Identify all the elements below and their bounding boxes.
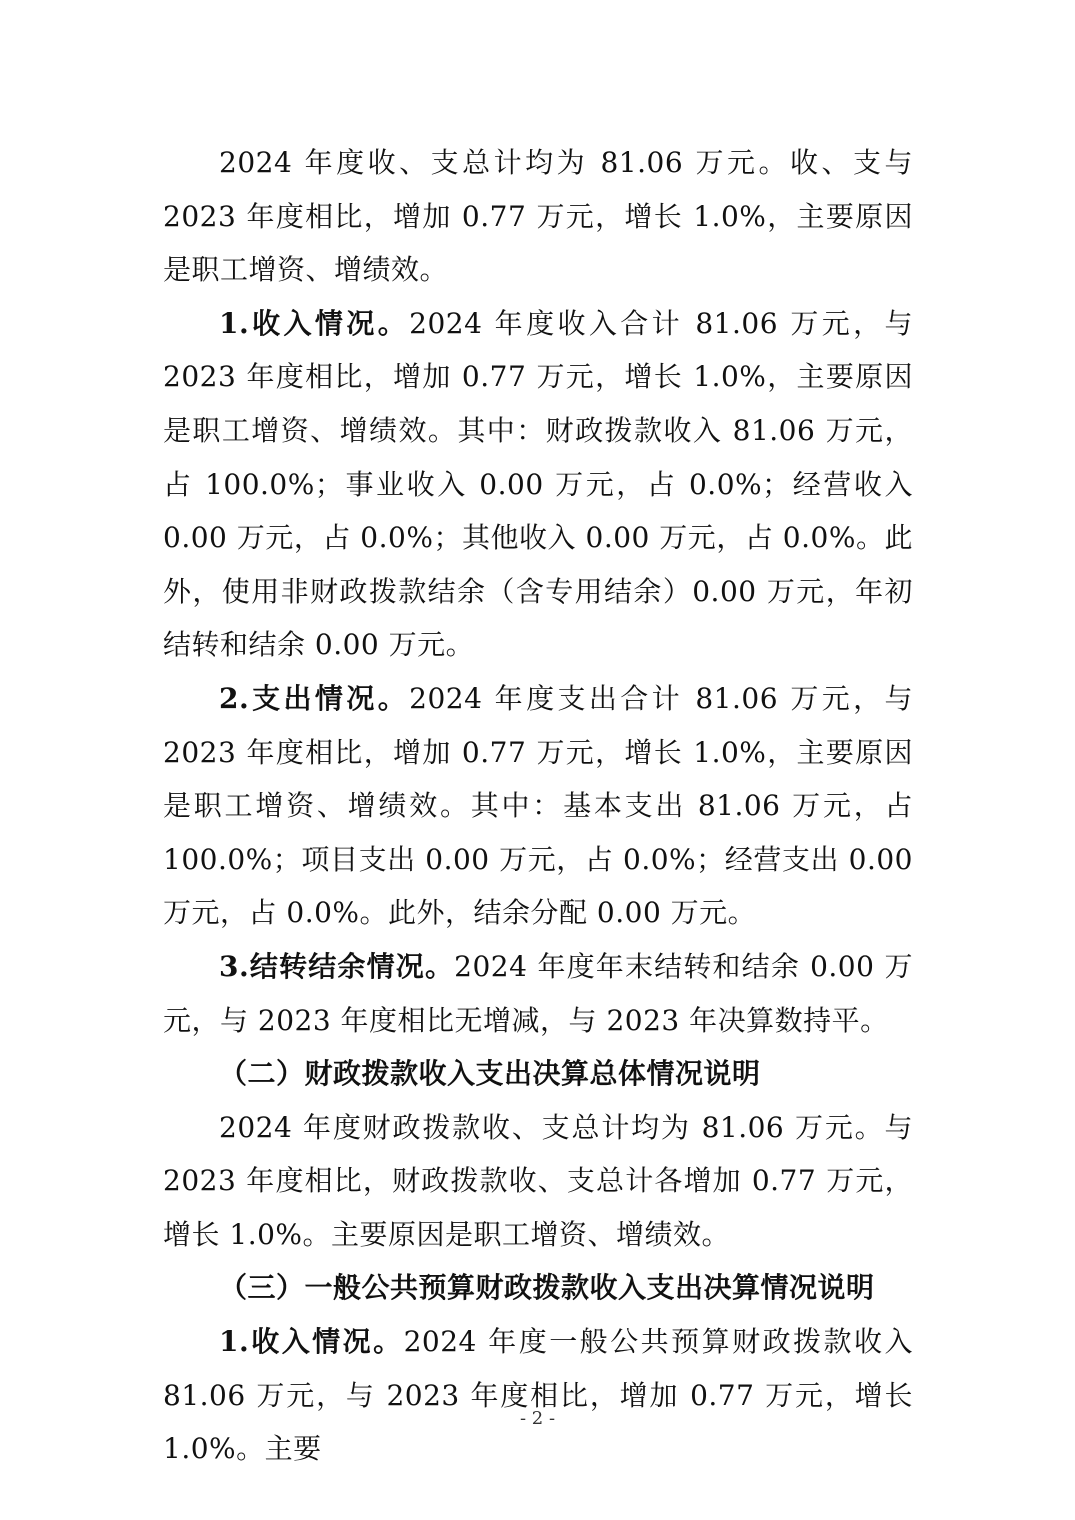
summary-paragraph: [163, 136, 913, 297]
section-three-text: 2024 年度一般公共预算财政拨款收入 81.06 万元，与 2023 年度相比，增加 0.77 万元，增长 1.0%。主要: [163, 1325, 913, 1466]
expense-text: 2024 年度支出合计 81.06 万元，与 2023 年度相比，增加 0.77 万元，增长 1.0%，主要原因是职工增资、增绩效。其中：基本支出 81.06 万元，占 100.0%；项目支出 0.00 万元，占 0.0%；经营支出 0.00 万元，占 0.0%。此外，结余分配 0.00 万元。: [163, 681, 914, 930]
income-lead: 1.收入情况。: [219, 306, 410, 340]
page-number: - 2 -: [519, 1408, 556, 1429]
expense-paragraph: [163, 672, 913, 940]
section-two-heading: （二）财政拨款收入支出决算总体情况说明: [219, 1057, 761, 1091]
section-two-text: 2024 年度财政拨款收、支总计均为 81.06 万元。与 2023 年度相比，财政拨款收、支总计各增加 0.77 万元，增长 1.0%。主要原因是职工增资、增绩效。: [163, 1110, 913, 1251]
document-body: [163, 136, 913, 1476]
section-two-paragraph: [163, 1101, 913, 1262]
balance-paragraph: [163, 940, 913, 1047]
section-three-lead: 1.收入情况。: [219, 1325, 404, 1359]
section-three-heading: （三）一般公共预算财政拨款收入支出决算情况说明: [219, 1271, 875, 1305]
balance-lead: 3.结转结余情况。: [219, 949, 455, 983]
expense-lead: 2.支出情况。: [219, 681, 410, 715]
summary-text: 2024 年度收、支总计均为 81.06 万元。收、支与 2023 年度相比，增加 0.77 万元，增长 1.0%，主要原因是职工增资、增绩效。: [163, 146, 913, 287]
section-three-paragraph: [163, 1315, 913, 1476]
income-text: 2024 年度收入合计 81.06 万元，与 2023 年度相比，增加 0.77 万元，增长 1.0%，主要原因是职工增资、增绩效。其中：财政拨款收入 81.06 万元，占 100.0%；事业收入 0.00 万元，占 0.0%；经营收入 0.00 万元，占 0.0%；其他收入 0.00 万元，占 0.0%。此外，使用非财政拨款结余（含专用结余）0.00 万元，年初结转和结余 0.00 万元。: [163, 306, 914, 662]
income-paragraph: [163, 297, 913, 672]
balance-text: 2024 年度年末结转和结余 0.00 万元，与 2023 年度相比无增减，与 2023 年决算数持平。: [163, 949, 914, 1037]
